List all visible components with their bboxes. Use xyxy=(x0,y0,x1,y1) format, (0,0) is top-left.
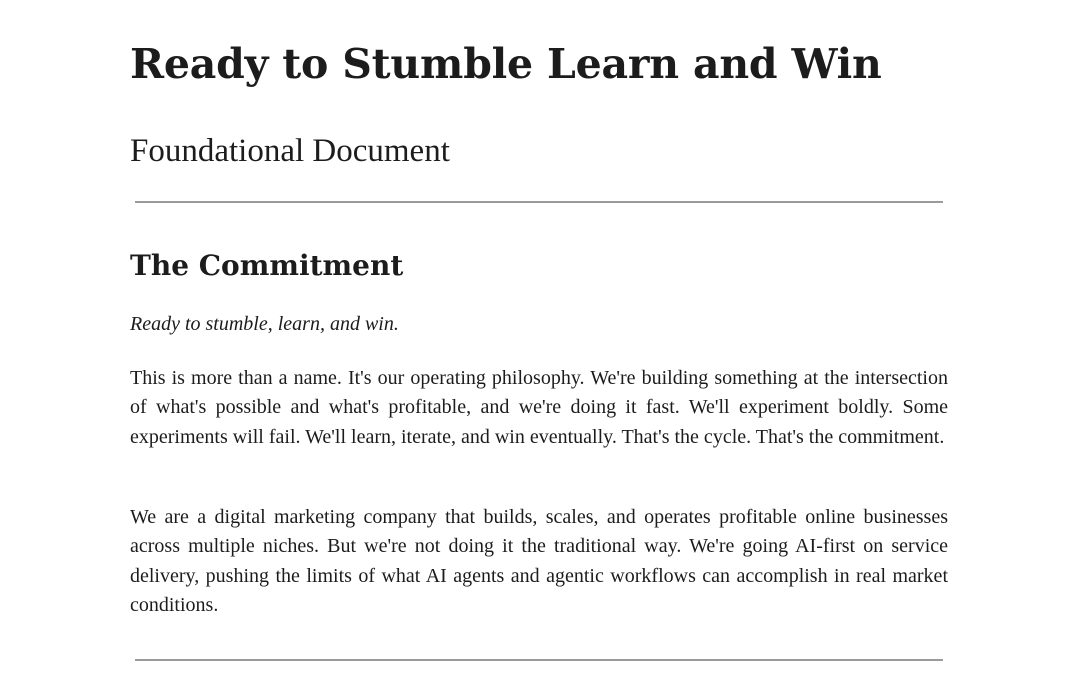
body-paragraph: We are a digital marketing company that builds, scales, and operates profitable online businesses across multiple niches. But we're not doing it the traditional way. We're going AI-first on service delivery, pushing the limits of what AI agents and agentic workflows can accomplish in real market conditions. xyxy=(130,506,948,616)
body-paragraph: This is more than a name. It's our operating philosophy. We're building something at the intersection of what's possible and what's profitable, and we're doing it fast. We'll experiment boldly. Some experiments will fail. We'll learn, iterate, and win eventually. That's the cycle. That's the commitment. xyxy=(130,367,948,448)
horizontal-divider xyxy=(135,659,943,661)
section-tagline: Ready to stumble, learn, and win. xyxy=(130,313,399,335)
section-heading: The Commitment xyxy=(130,249,404,282)
document-title: Ready to Stumble Learn and Win xyxy=(130,40,882,88)
horizontal-divider xyxy=(135,201,943,203)
document-subtitle: Foundational Document xyxy=(130,133,450,169)
